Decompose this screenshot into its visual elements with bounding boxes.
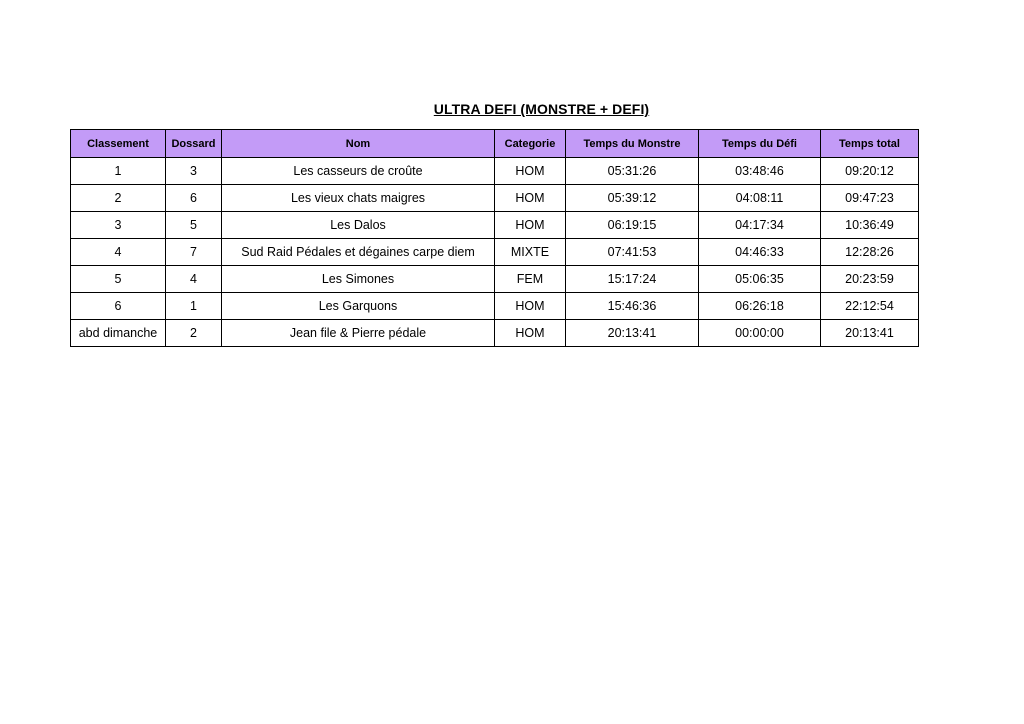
cell-categorie: HOM <box>495 320 566 347</box>
cell-nom: Les Garquons <box>222 293 495 320</box>
cell-nom: Les Simones <box>222 266 495 293</box>
table-row <box>71 212 919 239</box>
cell-temps-defi: 03:48:46 <box>699 158 821 185</box>
cell-temps-total: 09:47:23 <box>821 185 919 212</box>
header-categorie: Categorie <box>495 130 566 158</box>
cell-classement: 3 <box>71 212 166 239</box>
cell-temps-monstre: 15:17:24 <box>566 266 699 293</box>
cell-dossard: 3 <box>166 158 222 185</box>
cell-temps-defi: 05:06:35 <box>699 266 821 293</box>
cell-categorie: FEM <box>495 266 566 293</box>
cell-dossard: 7 <box>166 239 222 266</box>
cell-temps-defi: 04:17:34 <box>699 212 821 239</box>
header-classement: Classement <box>71 130 166 158</box>
cell-categorie: MIXTE <box>495 239 566 266</box>
cell-temps-total: 22:12:54 <box>821 293 919 320</box>
table-row <box>71 239 919 266</box>
cell-classement: 1 <box>71 158 166 185</box>
cell-categorie: HOM <box>495 212 566 239</box>
cell-temps-monstre: 05:39:12 <box>566 185 699 212</box>
table-header-row <box>71 130 919 158</box>
cell-classement: abd dimanche <box>71 320 166 347</box>
cell-temps-monstre: 06:19:15 <box>566 212 699 239</box>
cell-dossard: 6 <box>166 185 222 212</box>
header-nom: Nom <box>222 130 495 158</box>
cell-classement: 4 <box>71 239 166 266</box>
table-row <box>71 293 919 320</box>
cell-categorie: HOM <box>495 158 566 185</box>
cell-nom: Les casseurs de croûte <box>222 158 495 185</box>
cell-classement: 5 <box>71 266 166 293</box>
page-title: ULTRA DEFI (MONSTRE + DEFI) <box>433 101 650 117</box>
cell-temps-total: 10:36:49 <box>821 212 919 239</box>
cell-nom: Jean file & Pierre pédale <box>222 320 495 347</box>
cell-temps-defi: 04:08:11 <box>699 185 821 212</box>
cell-temps-total: 12:28:26 <box>821 239 919 266</box>
cell-dossard: 1 <box>166 293 222 320</box>
cell-temps-defi: 00:00:00 <box>699 320 821 347</box>
cell-categorie: HOM <box>495 185 566 212</box>
cell-temps-monstre: 15:46:36 <box>566 293 699 320</box>
cell-temps-total: 20:13:41 <box>821 320 919 347</box>
header-temps-defi: Temps du Défi <box>699 130 821 158</box>
cell-dossard: 5 <box>166 212 222 239</box>
header-dossard: Dossard <box>166 130 222 158</box>
cell-classement: 6 <box>71 293 166 320</box>
cell-temps-total: 20:23:59 <box>821 266 919 293</box>
table-row <box>71 266 919 293</box>
cell-categorie: HOM <box>495 293 566 320</box>
table-row <box>71 158 919 185</box>
cell-nom: Les vieux chats maigres <box>222 185 495 212</box>
table-row <box>71 185 919 212</box>
results-table <box>70 129 919 347</box>
header-temps-total: Temps total <box>821 130 919 158</box>
cell-dossard: 4 <box>166 266 222 293</box>
header-temps-monstre: Temps du Monstre <box>566 130 699 158</box>
cell-temps-monstre: 20:13:41 <box>566 320 699 347</box>
cell-temps-defi: 06:26:18 <box>699 293 821 320</box>
cell-temps-monstre: 07:41:53 <box>566 239 699 266</box>
cell-temps-defi: 04:46:33 <box>699 239 821 266</box>
table-row <box>71 320 919 347</box>
cell-dossard: 2 <box>166 320 222 347</box>
cell-classement: 2 <box>71 185 166 212</box>
cell-nom: Sud Raid Pédales et dégaines carpe diem <box>222 239 495 266</box>
cell-nom: Les Dalos <box>222 212 495 239</box>
cell-temps-total: 09:20:12 <box>821 158 919 185</box>
cell-temps-monstre: 05:31:26 <box>566 158 699 185</box>
